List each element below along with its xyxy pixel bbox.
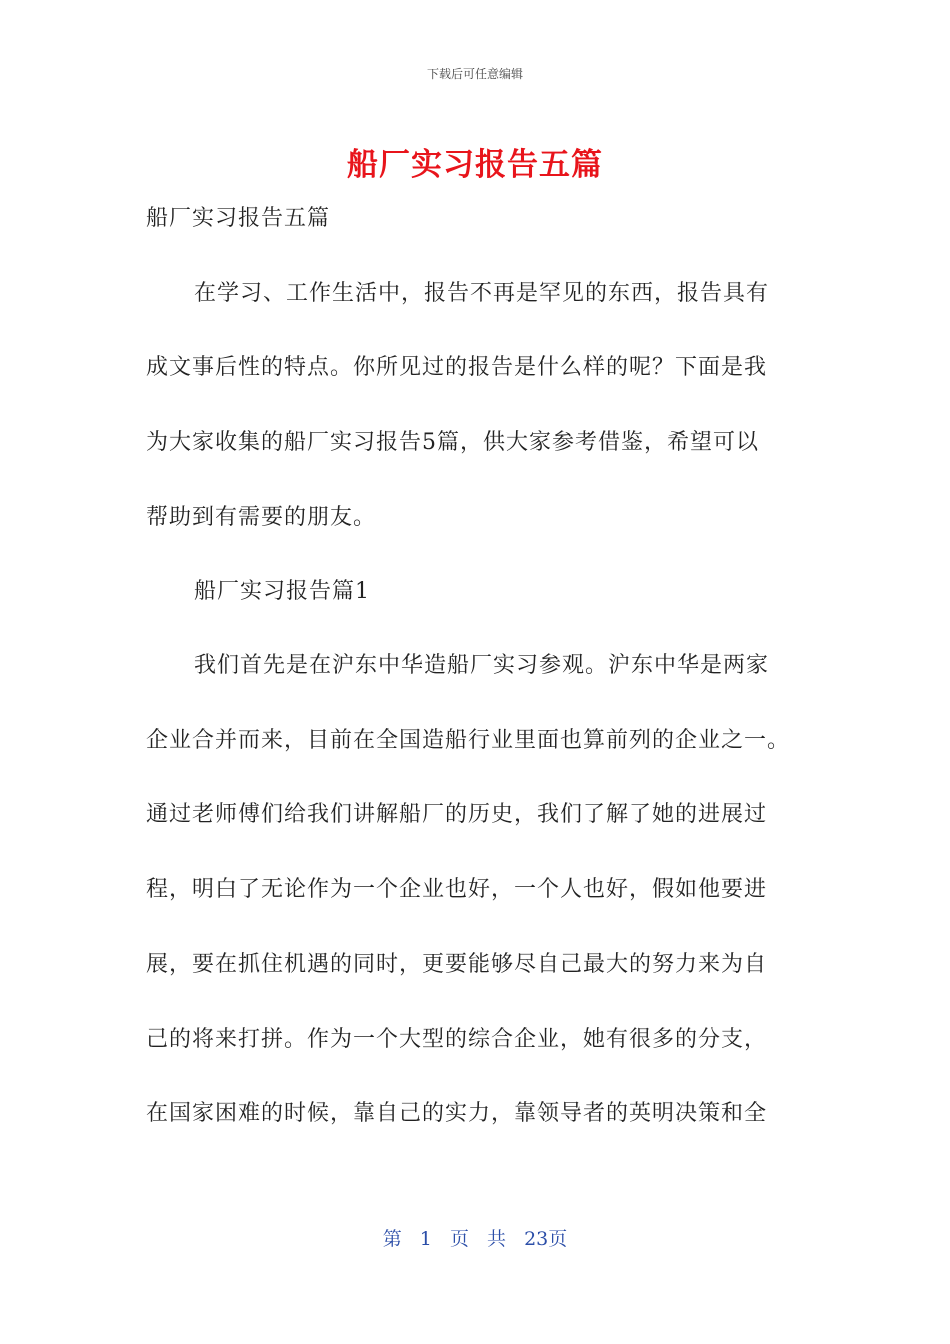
paragraph-line: 在学习、工作生活中，报告不再是罕见的东西，报告具有: [194, 281, 770, 306]
paragraph-line: 通过老师傅们给我们讲解船厂的历史，我们了解了她的进展过: [146, 802, 768, 827]
paragraph-line: 己的将来打拼。作为一个大型的综合企业，她有很多的分支，: [146, 1027, 768, 1052]
total-pages: 23页: [524, 1228, 568, 1250]
paragraph-line: 为大家收集的船厂实习报告5篇，供大家参考借鉴，希望可以: [146, 430, 759, 455]
paragraph-line: 程，明白了无论作为一个企业也好，一个人也好，假如他要进: [146, 877, 768, 902]
paragraph-line: 在国家困难的时候，靠自己的实力，靠领导者的英明决策和全: [146, 1101, 768, 1126]
document-title: 船厂实习报告五篇: [347, 147, 603, 183]
subtitle-line: 船厂实习报告五篇: [146, 206, 331, 231]
total-label: 共: [487, 1228, 507, 1250]
paragraph-line: 企业合并而来，目前在全国造船行业里面也算前列的企业之一。: [146, 728, 791, 753]
page-unit: 页: [449, 1228, 469, 1250]
page-footer: [0, 1226, 950, 1252]
page-label: 第: [382, 1228, 402, 1250]
paragraph-line: 我们首先是在沪东中华造船厂实习参观。沪东中华是两家: [194, 653, 770, 678]
section-heading: 船厂实习报告篇1: [194, 579, 370, 604]
paragraph-line: 帮助到有需要的朋友。: [146, 505, 377, 530]
page-number: 1: [419, 1228, 432, 1250]
page-header-note: 下载后可任意编辑: [426, 67, 523, 81]
paragraph-line: 成文事后性的特点。你所见过的报告是什么样的呢？下面是我: [146, 355, 768, 380]
paragraph-line: 展，要在抓住机遇的同时，更要能够尽自己最大的努力来为自: [146, 952, 768, 977]
